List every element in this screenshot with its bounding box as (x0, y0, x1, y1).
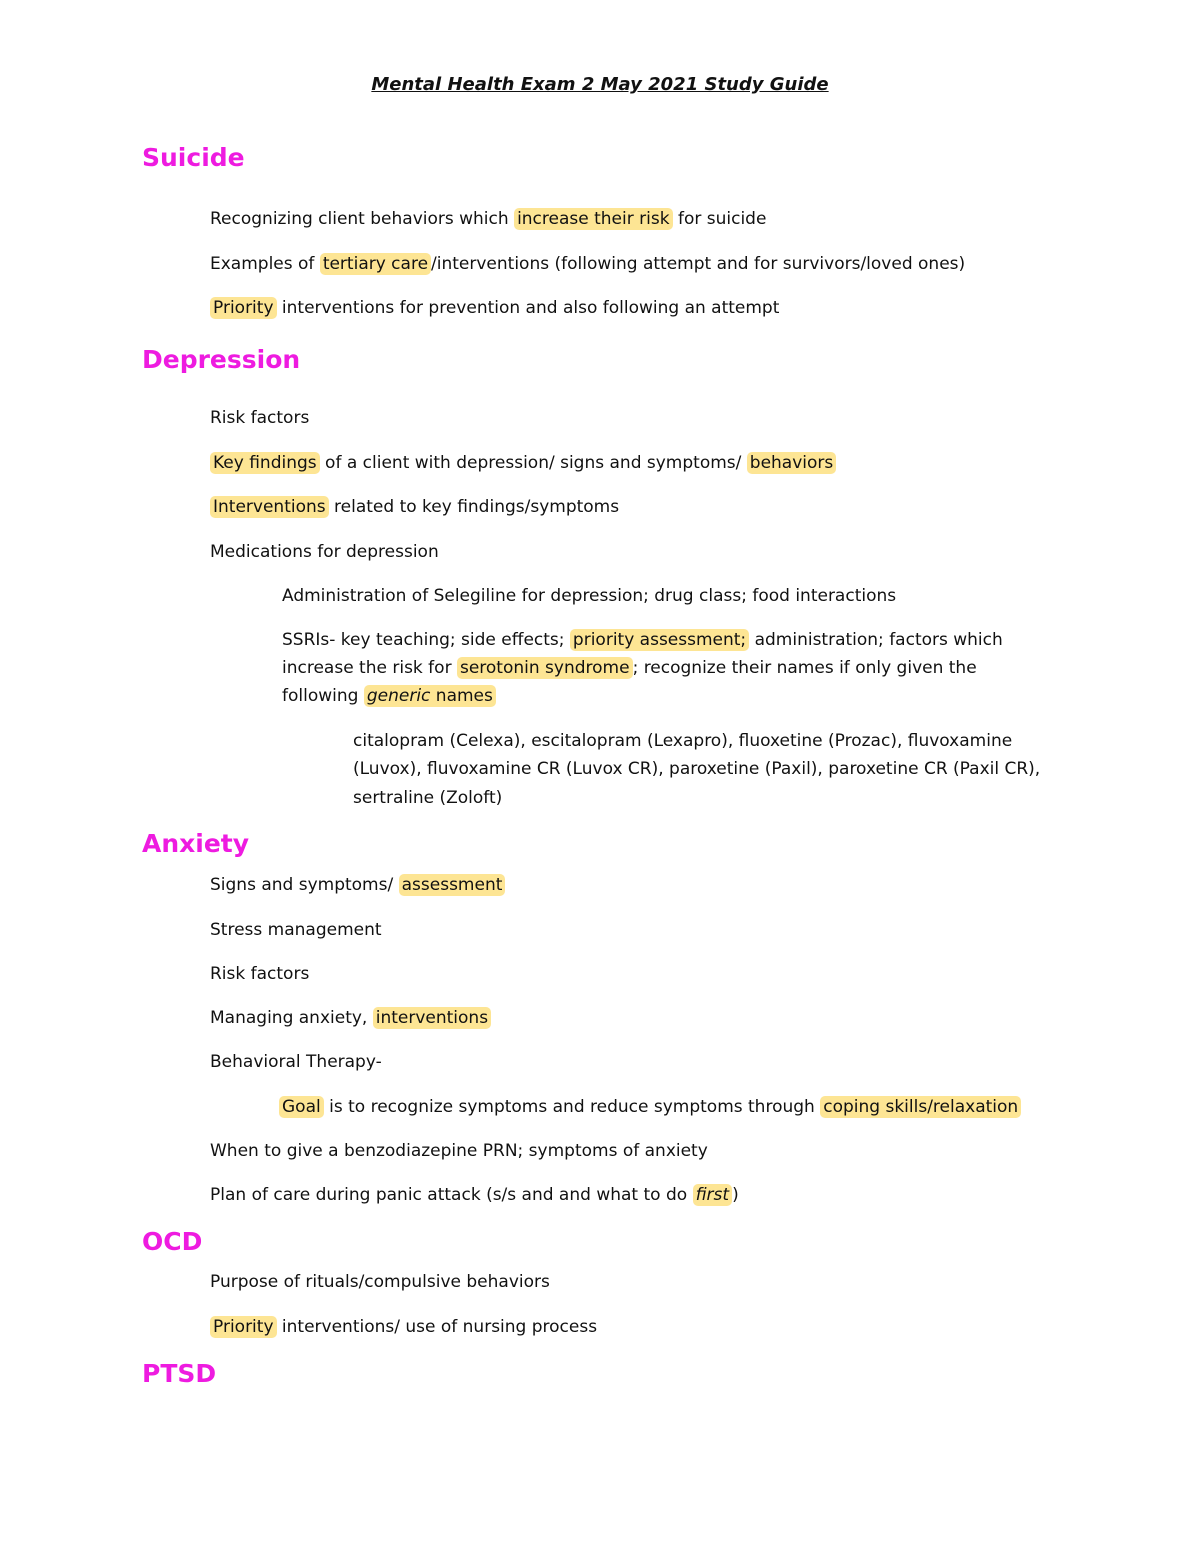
ssri-line-3 (282, 682, 496, 710)
text: Plan of care during panic attack (s/s and and what to do (210, 1185, 693, 1205)
anxiety-item-managing (210, 1004, 491, 1032)
anxiety-item-benzodiazepine: When to give a benzodiazepine PRN; symptoms of anxiety (210, 1141, 708, 1161)
depression-item-interventions (210, 493, 619, 521)
text: /interventions (following attempt and for survivors/loved ones) (431, 254, 966, 274)
highlight (364, 685, 496, 707)
highlight: tertiary care (320, 253, 431, 275)
text: Examples of (210, 254, 320, 274)
depression-item-risk-factors: Risk factors (210, 408, 310, 428)
text: Managing anxiety, (210, 1008, 373, 1028)
anxiety-item-goal (279, 1093, 1021, 1121)
anxiety-item-panic-attack (210, 1181, 739, 1209)
text: is to recognize symptoms and reduce symptoms through (323, 1097, 821, 1117)
heading-ptsd: PTSD (142, 1359, 217, 1388)
depression-item-key-findings (210, 449, 836, 477)
anxiety-item-stress: Stress management (210, 920, 382, 940)
text: related to key findings/symptoms (328, 497, 620, 517)
text: ) (732, 1185, 739, 1205)
text: interventions for prevention and also following an attempt (276, 298, 780, 318)
heading-anxiety: Anxiety (142, 829, 250, 858)
highlight: Goal (279, 1096, 324, 1118)
ocd-item-priority (210, 1313, 597, 1341)
anxiety-item-risk-factors: Risk factors (210, 964, 310, 984)
ssri-line-1 (282, 626, 1003, 654)
ssri-drug-list-line-1: citalopram (Celexa), escitalopram (Lexapro), fluoxetine (Prozac), fluvoxamine (353, 731, 1013, 751)
text: ; recognize their names if only given the (632, 658, 977, 678)
text: Recognizing client behaviors which (210, 209, 515, 229)
document-title: Mental Health Exam 2 May 2021 Study Guide (371, 74, 829, 95)
highlight: serotonin syndrome (457, 657, 633, 679)
text: Signs and symptoms/ (210, 875, 399, 895)
highlight: increase their risk (514, 208, 673, 230)
text: SSRIs- key teaching; side effects; (282, 630, 570, 650)
highlight: Priority (210, 297, 277, 319)
suicide-item-priority (210, 294, 779, 322)
highlight: priority assessment; (570, 629, 749, 651)
suicide-item-tertiary-care (210, 250, 965, 278)
heading-ocd: OCD (142, 1227, 203, 1256)
highlight: Key findings (210, 452, 320, 474)
highlight: Priority (210, 1316, 277, 1338)
highlight: coping skills/relaxation (820, 1096, 1021, 1118)
heading-suicide: Suicide (142, 143, 245, 172)
depression-item-medications: Medications for depression (210, 542, 439, 562)
text: administration; factors which (749, 630, 1003, 650)
suicide-item-risk (210, 205, 766, 233)
text: of a client with depression/ signs and symptoms/ (319, 453, 747, 473)
ocd-item-rituals: Purpose of rituals/compulsive behaviors (210, 1272, 550, 1292)
anxiety-item-behavioral-therapy: Behavioral Therapy- (210, 1052, 382, 1072)
text: increase the risk for (282, 658, 457, 678)
text: names (430, 686, 493, 706)
highlight: first (693, 1184, 733, 1206)
highlight: interventions (373, 1007, 491, 1029)
depression-item-selegiline: Administration of Selegiline for depression; drug class; food interactions (282, 586, 897, 606)
ssri-line-2 (282, 654, 977, 682)
text: for suicide (672, 209, 767, 229)
highlight: assessment (399, 874, 506, 896)
italic-text: generic (366, 686, 431, 706)
anxiety-item-signs (210, 871, 505, 899)
text: interventions/ use of nursing process (276, 1317, 598, 1337)
highlight: behaviors (747, 452, 836, 474)
heading-depression: Depression (142, 345, 301, 374)
text: following (282, 686, 364, 706)
highlight: Interventions (210, 496, 329, 518)
ssri-drug-list-line-2: (Luvox), fluvoxamine CR (Luvox CR), paroxetine (Paxil), paroxetine CR (Paxil CR), (353, 759, 1041, 779)
ssri-drug-list-line-3: sertraline (Zoloft) (353, 788, 503, 808)
